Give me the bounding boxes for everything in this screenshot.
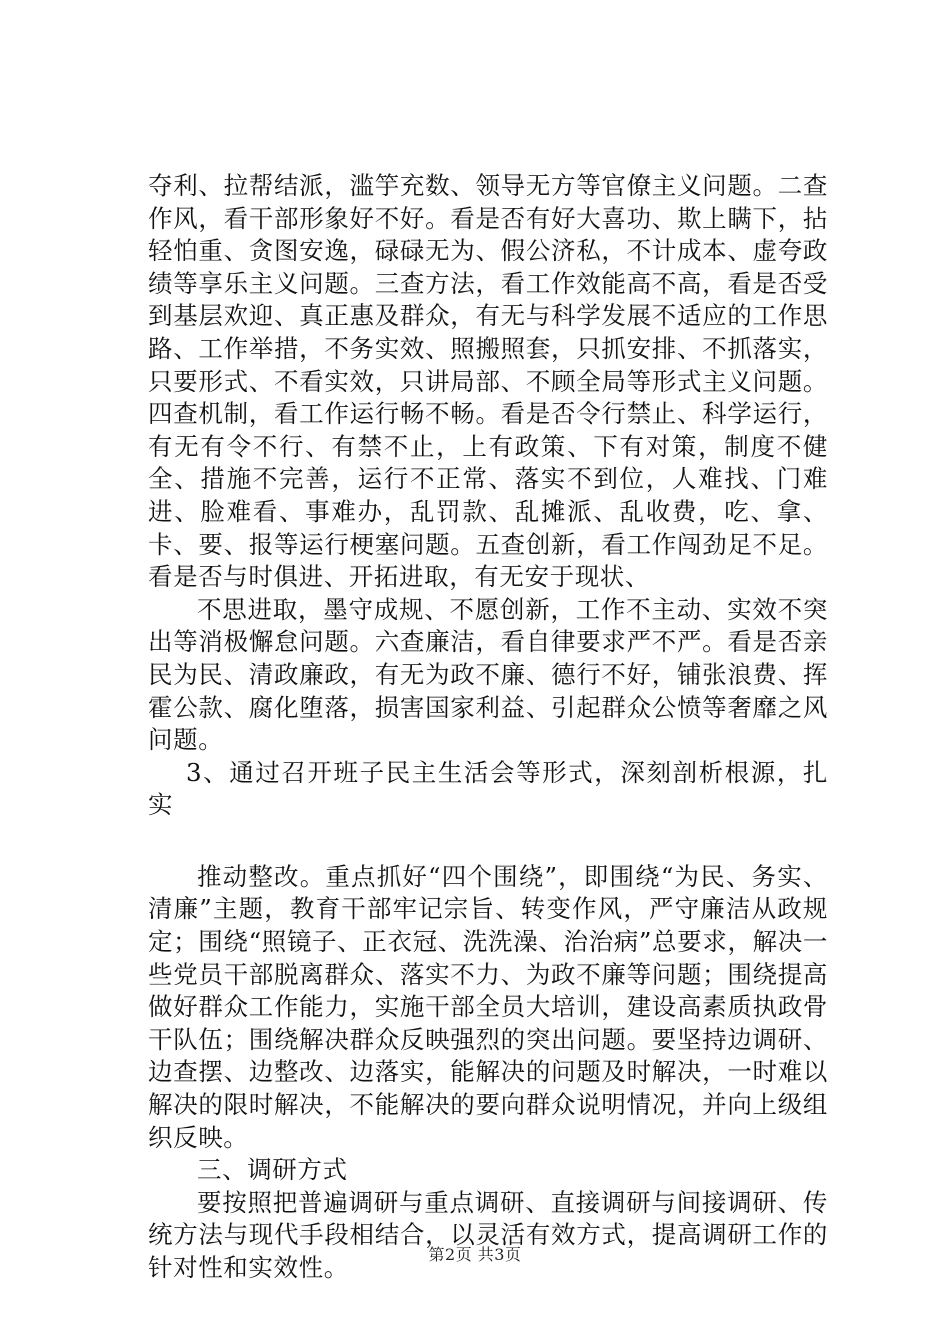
- paragraph-inspection-items: 夺利、拉帮结派，滥竽充数、领导无方等官僚主义问题。二查作风，看干部形象好不好。看是否有好大喜功、欺上瞒下，拈轻怕重、贪图安逸，碌碌无为、假公济私，不计成本、虚夸政绩等享乐主义问题。三查方法，看工作效能高不高，看是否受到基层欢迎、真正惠及群众，有无与科学发展不适应的工作思路、工作举措，不务实效、照搬照套，只抓安排、不抓落实，只要形式、不看实效，只讲局部、不顾全局等形式主义问题。四查机制，看工作运行畅不畅。看是否令行禁止、科学运行，有无有令不行、有禁不止，上有政策、下有对策，制度不健全、措施不完善，运行不正常、落实不到位，人难找、门难进、脸难看、事难办，乱罚款、乱摊派、乱收费，吃、拿、卡、要、报等运行梗塞问题。五查创新，看工作闯劲足不足。看是否与时俱进、开拓进取，有无安于现状、: [148, 171, 828, 592]
- page-footer: 第2页 共3页: [428, 1245, 522, 1264]
- paragraph-research-methods: 要按照把普遍调研与重点调研、直接调研与间接调研、传统方法与现代手段相结合，以灵活有效方式，提高调研工作的针对性和实效性。: [148, 1187, 828, 1282]
- paragraph-gap: [148, 822, 828, 861]
- section-heading-research-methods: 三、调研方式: [197, 1155, 348, 1185]
- paragraph-point-3: 3、通过召开班子民主生活会等形式，深刻剖析根源，扎实: [148, 757, 828, 820]
- paragraph-rectification: 推动整改。重点抓好“四个围绕”，即围绕“为民、务实、清廉”主题，教育干部牢记宗旨、转变作风，严守廉洁从政规定；围绕“照镜子、正衣冠、洗洗澡、治治病”总要求，解决一些党员干部脱离群众、落实不力、为政不廉等问题；围绕提高做好群众工作能力，实施干部全员大培训，建设高素质执政骨干队伍；围绕解决群众反映强烈的突出问题。要坚持边调研、边查摆、边整改、边落实，能解决的问题及时解决，一时难以解决的限时解决，不能解决的要向群众说明情况，并向上级组织反映。: [148, 861, 828, 1152]
- document-body: [148, 170, 828, 1285]
- paragraph-integrity-check: 不思进取，墨守成规、不愿创新，工作不主动、实效不突出等消极懈怠问题。六查廉洁，看自律要求严不严。看是否亲民为民、清政廉政，有无为政不廉、德行不好，铺张浪费、挥霍公款、腐化堕落，损害国家利益、引起群众公愤等奢靡之风问题。: [148, 594, 828, 755]
